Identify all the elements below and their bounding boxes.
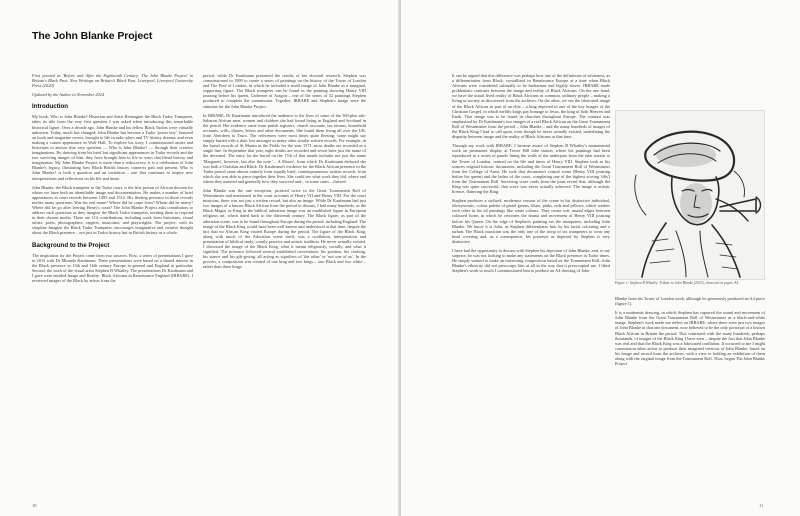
figure-john-blanke-drawing [615,110,765,280]
updated-note: Updated by the Author in November 2024 [32,92,105,98]
heading-introduction: Introduction [32,103,69,111]
left-page [0,0,399,516]
page-number-right: 11 [759,503,764,508]
intro-note: First printed as 'Before and After the Eighteenth Century: The John Blanke Project' in Britain's Black Past: New Writings on Britain's Black Past, Liverpool, Liverpool University Press (2020) [32,73,193,89]
paragraph: The inspiration for the Project came from two sources. First, a series of presentations I gave in 2015 with Dr Miranda Kaufmann. These presentations were based on a shared interest in the Black presence in 15th and 16th century Europe in general and England in particular. Second, the work of the visual artist Stephen B Whatley. The presentations Dr Kaufmann and I gave were entitled Image and Reality: Black Africans in Renaissance England (IRBARE). I reviewed images of the Black by artists from the [32,252,193,283]
heading-background: Background to the Project [32,241,110,249]
page-number-left: 10 [32,503,37,508]
charcoal-portrait-illustration [616,111,764,279]
paragraph: In IRBARE, Dr Kaufmann introduced the audience to the lives of some of the 360-plus sub-Saharan African men, women and children she had found living in England and Scotland in the period. Her evidence came from parish registers, church accounts, tax returns, household accounts, wills, diaries, letters and other documents. She found them living all over the UK, from Aberdeen to Truro. The references were most times quite fleeting; some might say simply buried with a date, lost amongst so many other similar written records. For example, in the burial records of St Martin in the Fields for the year 1571, most deaths are recorded as a single line. In September that year, eight deaths are recorded and seven have just the name of the deceased. The entry for the burial on the 17th of that month includes not just the name 'Margarett', however, but also the note '... A Moore', from which Dr Kaufmann deduced she was both a Christian and Black. Dr Kaufmann's evidence for the Black African presence in the Tudor period came almost entirely from equally brief, contemporaneous written records, from which she was able to piece together their lives. She could see what work they did, where and whom they married and generally how they survived and – in some cases – thrived. [203,112,366,184]
left-page-column-1 [32,73,193,287]
paragraph: Through my work with IRBARE, I became aware of Stephen B Whatley's monumental work on permanent display at Tower Hill tube station, where his paintings had been reproduced in a series of panels lining the walls of the underpass from the tube station to the Tower of London, centred on the life and times of Henry VIII. Stephen took as his sources original historic documents, including the Great Tournament Roll of Westminster from the College of Arms. He took that document's central scene (Henry VIII jousting before his queen) and the ladies of the court, completing one of the highest scoring 'tilts') from the Tournament Roll. Surviving score cards from the joust reveal that, although the King was quite successful, that score was never actually achieved. The image is artistic licence, flattering the King. [452,143,610,195]
page-title: The John Blanke Project [32,30,153,42]
right-page-column-1 [452,73,610,277]
paragraph: It is a modernist drawing, in which Stephen has captured the sound and movement of John Blanke from the Great Tournament Roll of Westminster as a black-and-white image. Stephen's work made me reflect on IRBARE, where there were just two images of John Blanke in that one document, now believed to be the only portrayal of a known Black African in Britain the period. This contrasted with the many hundreds, perhaps thousands, of images of the Black King I have seen – despite the fact that John Blanke was real and that the Black King was a fabricated conflation. It occurred to me I might commission other artists to produce their imagined versions of John Blanke, based on his image and record from the archives, with a view to holding an exhibition of them along with the original image from the Tournament Roll. Thus, began The John Blanke Project [615,310,765,367]
paragraph: Stephen produces a stylised, modernist version of the scene in his distinctive individual, idiosyncratic, colour palette of pastel greens, blues, pinks, reds and yellows, which washes each other in his oil paintings like water colours. They create soft, muted edges between coloured forms in which he recreates the drama and movement of Henry VIII jousting before his Queen. On the edge of Stephen's painting are the trumpeters, including John Blanke. We know it is John, as Stephen differentiates him by his facial colouring and a turban. The Black musician was the only one of the troop of six trumpeters to wear any head covering and, as a consequence, his presence as depicted by Stephen is very distinctive. [452,198,610,244]
left-page-column-2 [203,73,366,273]
paragraph: period, while Dr Kaufmann presented the results of her doctoral research. Stephen was commissioned in 1999 to create a series of paintings on the history of the Tower of London and The Pool of London, in which he included a small image of John Blanke as a marginal, supporting figure. The Black trumpeter can be found in the painting showing Henry VIII jousting before his queen, Catherine of Aragon – one of the series of 52 paintings Stephen produced to complete the commission. Together, IRBARE and Stephen's image were the stimulus for the John Blanke Project. [203,73,366,109]
paragraph: My book, Who is John Blanke? Historian and Artist Reimagine the Black Tudor Trumpeter, takes its title from the very first question I was asked when introducing this remarkable historical figure. Over a decade ago, John Blanke and his fellow Black Tudors were virtually unknown. Today, much has changed; John Blanke has become a Tudor 'poster boy', featured on book and magazine covers, brought to life in radio plays and TV history dramas, and even making a cameo appearance in Wolf Hall. To explore his story, I commissioned artists and historians to answer that very question — Who is John Blanke? — through their creative imaginations. By drawing from his brief but significant appearances in Tudor records and the two surviving images of him, they have brought him to life in ways that blend history and imagination. My John Blanke Project is more than a rediscovery; it is a celebration of John Blanke's legacy, illustrating how Black British history connects past and present. Who is John Blanke? is both a question and an invitation – one that continues to inspire new interpretations and reflections on his life and times. [32,114,193,181]
paragraph: Blanke from his Tower of London work, although he generously produced an A4 piece (figure 1). [615,296,765,307]
paragraph: It can be argued that this difference was perhaps how one of the definitions of whiteness, as a differentiation from Black, crystallised in Renaissance Europe at a time when Black Africans were considered culturally to be barbarians and legally slaves. IRBARE made problematic contrasts between the image and reality of Black Africans. On the one hand, we have the actual lived reality of Black Africans as common, ordinary people – making a living in society as discovered from the archives. On the other, we see the fabricated image of the Black African as part of an elite – a king depicted in one of the key images of the Christian Gospel, in which earthly kings pay homage to Jesus, the king of both Heaven and Earth. That image was to be found in churches throughout Europe. The contrast was emphasised by Dr Kaufmann's two images of a real Black African on the Great Tournament Roll of Westminster from the period – John Blanke – and the many hundreds of images of the Black King I had to call upon, even though he never actually existed, underlining the disparity between image and the reality of Black Africans at that time. [452,73,610,140]
paragraph: John Blanke was the one exception, pictured twice in the Great Tournament Roll of Westminster and mentioned in the court accounts of Henry VII and Henry VIII. For the court musician, there was not just a written record, but also an image. While Dr Kaufmann had just two images of a known Black African from the period to discuss, I had many hundreds, as the Black Magus or King in the biblical adoration image was an established figure in European religious art, which dated back to the thirteenth century. The Black figure, as part of the adoration scene, was to be found throughout Europe during the period, including England. The image of the Black King would have been well known and understood at that time, despite the fact that no African King visited Europe during the period. The figure of the Black King, along with much of the Adoration scene itself, was a conflation, interpretation and presentation of biblical study, courtly practice and artistic tradition. He never actually existed. I discussed the image of the Black King, what it meant religiously, socially, and what it signified. The presence followed several established conventions: his position, his clothing, his stance and his gift-giving, all acting as signifiers of 'the other' or 'not one of us'. In the process, a composition was created of one king and two kings – one Black and two white – rather than three kings. [203,187,366,270]
paragraph: John Blanke, the Black trumpeter to the Tudor court, is the first person of African descent for whom we have both an identifiable image and documentation. He makes a number of brief appearances in court records between 1495 and 1512. His fleeting presence in those records invites many questions: Was his real name? Where did he come from? Whom did he marry? Where did he go after leaving Henry's court? The John Blanke Project asks contributors to address such questions as they imagine the Black Tudor trumpeter, inviting them to respond in their chosen media. There are 114 contributions, including work from historians, visual artists, poets, photographers, rappers, musicians, and playwrights. The project, with its strapline Imagine the Black Tudor Trumpeter, encourages imaginative and creative thought about the Black presence – not just in Tudor history but in British history as a whole. [32,184,193,236]
right-page-column-2 [615,296,765,370]
paragraph: I have had the opportunity to discuss with Stephen his depiction of John Blanke, and, to my surprise, he was not looking to make any statements on the Black presence in Tudor times. He simply wanted to make an interesting composition based on the Tournament Roll; John Blanke's ethnicity did not preoccupy him at all in the way that it preoccupied me. I liked Stephen's work so much I commissioned him to produce an A4 drawing of John [452,248,610,274]
figure-caption: Figure 1: Stephen B Whatley. Tribute to John Blanke (2015), charcoal on paper, A4 [615,281,739,285]
